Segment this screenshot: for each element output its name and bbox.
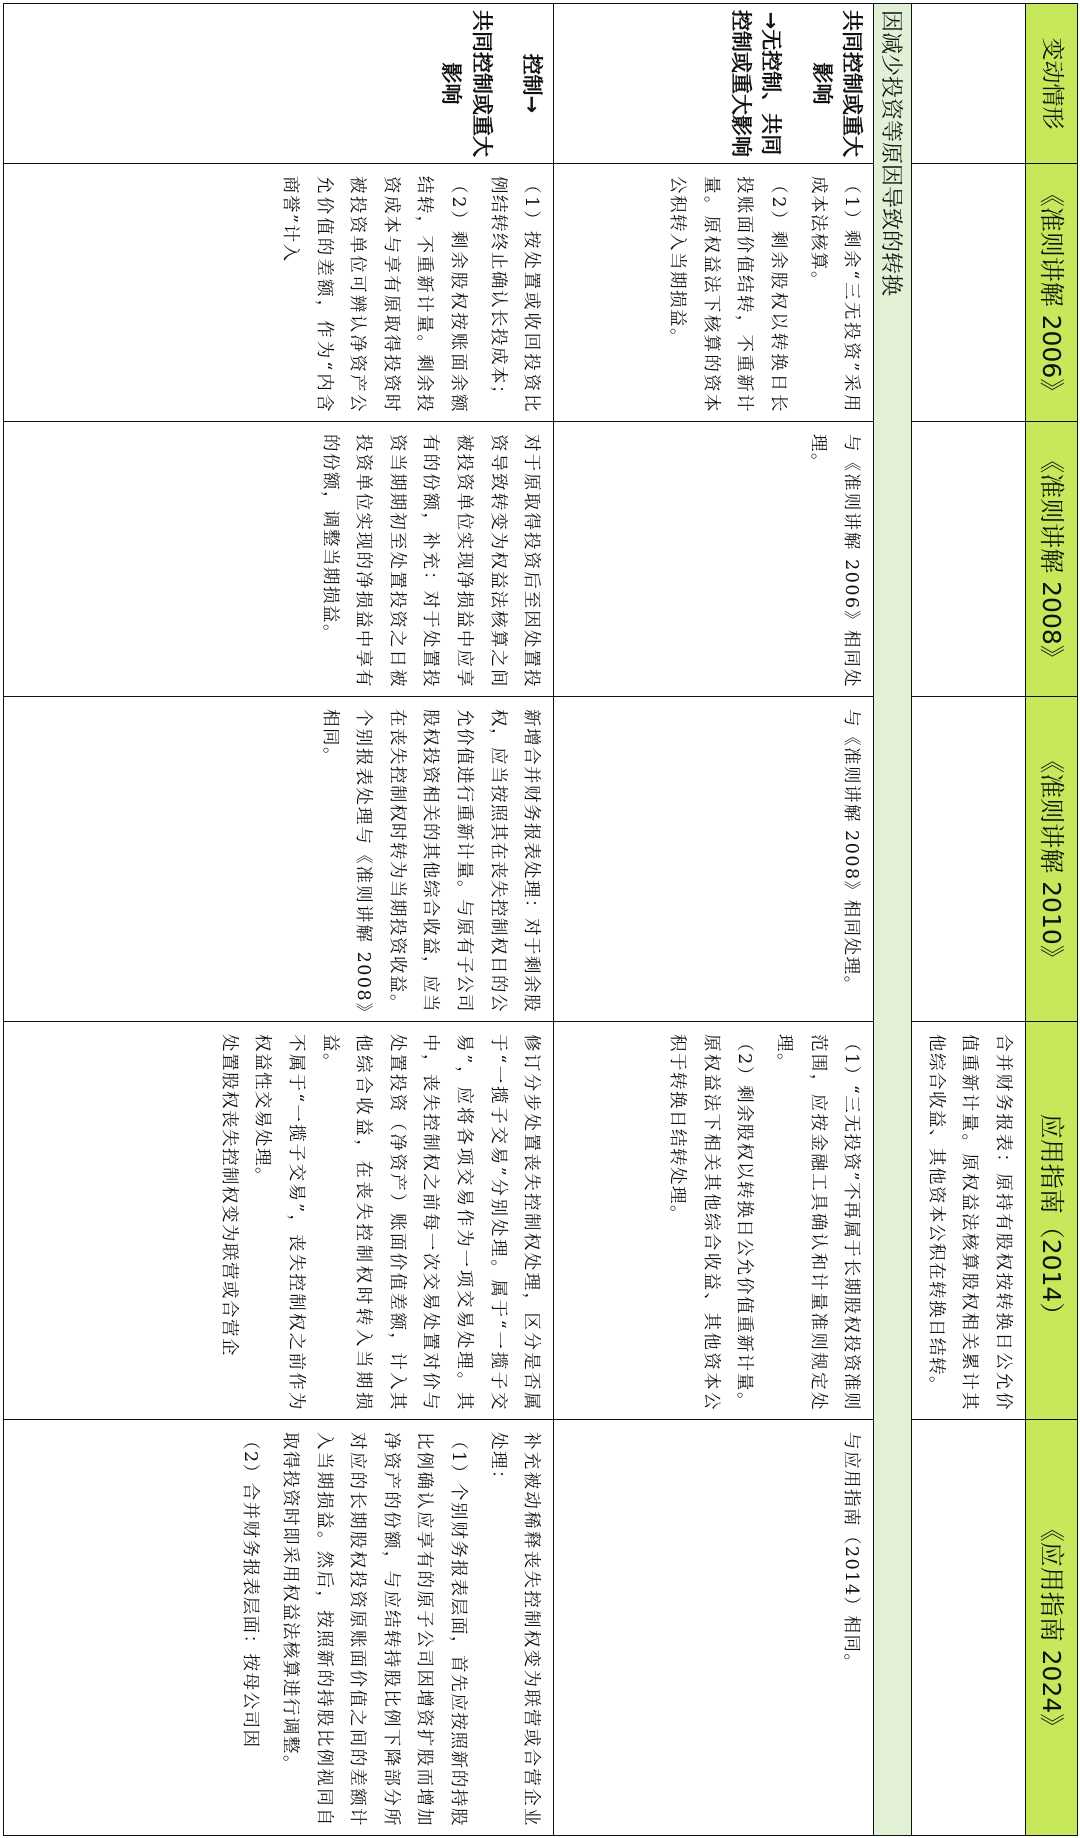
row2-2024-p1: 补充被动稀释丧失控制权变为联营或合营企业处理： <box>487 1432 542 1827</box>
header-2024: 《应用指南 2024》 <box>1026 1420 1078 1836</box>
row1-2014 <box>554 1022 874 1420</box>
row2-2024-p3: （2）合并财务报表层面：按母公司因 <box>240 1432 261 1749</box>
header-row <box>1026 4 1078 1836</box>
accounting-standards-comparison-table <box>3 3 1078 1836</box>
top-row <box>912 4 1026 1836</box>
row2-2006-p2: （2）剩余股权按账面余额结转，不重新计量。剩余投资成本与享有原取得投资时被投资单位可辨认净资产公允价值的差额，作为“内含商誉”计入 <box>280 176 469 413</box>
row2-label-part1: 控制→ <box>520 53 545 114</box>
row2-2008: 对于原取得投资后至因处置投资导致转变为权益法核算之间被投资单位实现净损益中应享有的份额，补充：对于处置投资当期期初至处置投资之日被投资单位实现的净损益中享有的份额，调整当期损益。 <box>4 422 554 697</box>
header-2010: 《准则讲解 2010》 <box>1026 697 1078 1022</box>
row1-label-part1: 共同控制或重大影响 <box>809 10 865 157</box>
row1-2010: 与《准则讲解 2008》相同处理。 <box>554 697 874 1022</box>
row2-2024-p2: （1）个别财务报表层面，首先应按照新的持股比例确认应享有的原子公司因增资扩股而增加净资产的份额，与应结转持股比例下降部分所对应的长期股权投资原账面价值之间的差额计入当期损益。然后，按照新的持股比例视同自取得投资时即采用权益法核算进行调整。 <box>280 1432 469 1827</box>
row1-2008: 与《准则讲解 2006》相同处理。 <box>554 422 874 697</box>
row2-2010-p1: 新增合并财务报表处理：对于剩余股权，应当按照其在丧失控制权日的公允价值进行重新计量。与原有子公司股权投资相关的其他综合收益，应当在丧失控制权时转为当期投资收益。 <box>386 709 542 1013</box>
header-situation: 变动情形 <box>1026 4 1078 164</box>
row1-label <box>554 4 874 164</box>
section-title: 因减少投资等原因导致的转换 <box>874 4 912 1836</box>
row2-2014 <box>4 1022 554 1420</box>
header-2006: 《准则讲解 2006》 <box>1026 164 1078 422</box>
row2-2014-p2: 不属于“一揽子交易”，丧失控制权之前作为权益性交易处理。 <box>252 1034 307 1411</box>
row1-2006-p1: （1）剩余“三无投资”采用成本法核算。 <box>807 176 862 413</box>
top-row-2014: 合并财务报表：原持有股权按转换日公允价值重新计量。原权益法核算股权相关累计其他综合收益、其他资本公积在转换日结转。 <box>912 1022 1026 1420</box>
row2-2014-p3: 处置股权丧失控制权变为联营或合营企 <box>218 1034 239 1357</box>
header-2008: 《准则讲解 2008》 <box>1026 422 1078 697</box>
row2-2006 <box>4 164 554 422</box>
top-row-2006 <box>912 164 1026 422</box>
row1-2014-p1: （1）“三无投资”不再属于长期股权投资准则范围，应按金融工具确认和计量准则规定处理。 <box>774 1034 862 1411</box>
top-row-2010 <box>912 697 1026 1022</box>
header-2014: 应用指南（2014） <box>1026 1022 1078 1420</box>
row1-2014-p2: （2）剩余股权以转换日公允价值重新计量。原权益法下相关其他综合收益、其他资本公积于转换日结转处理。 <box>667 1034 755 1411</box>
top-row-2008 <box>912 422 1026 697</box>
row1-2006-p2: （2）剩余股权以转换日长投账面价值结转，不重新计量。原权益法下核算的资本公积转入当期损益。 <box>667 176 789 413</box>
row-control-to-joint-or-significant <box>4 4 554 1836</box>
top-row-2024 <box>912 1420 1026 1836</box>
row2-label-part2: 共同控制或重大影响 <box>439 10 494 157</box>
section-header-row <box>874 4 912 1836</box>
row2-2010-p2: 个别报表处理与《准则讲解 2008》相同。 <box>319 709 374 1013</box>
row1-2006 <box>554 164 874 422</box>
row-jointly-controlled-to-none <box>554 4 874 1836</box>
row1-label-part2: →无控制、共同控制或重大影响 <box>728 10 784 157</box>
top-row-label <box>912 4 1026 164</box>
row2-2024 <box>4 1420 554 1836</box>
row2-2010 <box>4 697 554 1022</box>
row2-2006-p1: （1）按处置或收回投资比例结转终止确认长投成本； <box>487 176 542 413</box>
row2-label <box>4 4 554 164</box>
row2-2014-p1: 修订分步处置丧失控制权处理，区分是否属于“一揽子交易”分别处理。属于“一揽子交易”，应将各项交易作为一项交易处理。其中，丧失控制权之前每一次交易处置对价与处置投资（净资产）账面价值差额，计入其他综合收益，在丧失控制权时转入当期损益。 <box>319 1034 542 1411</box>
row1-2024: 与应用指南（2014）相同。 <box>554 1420 874 1836</box>
